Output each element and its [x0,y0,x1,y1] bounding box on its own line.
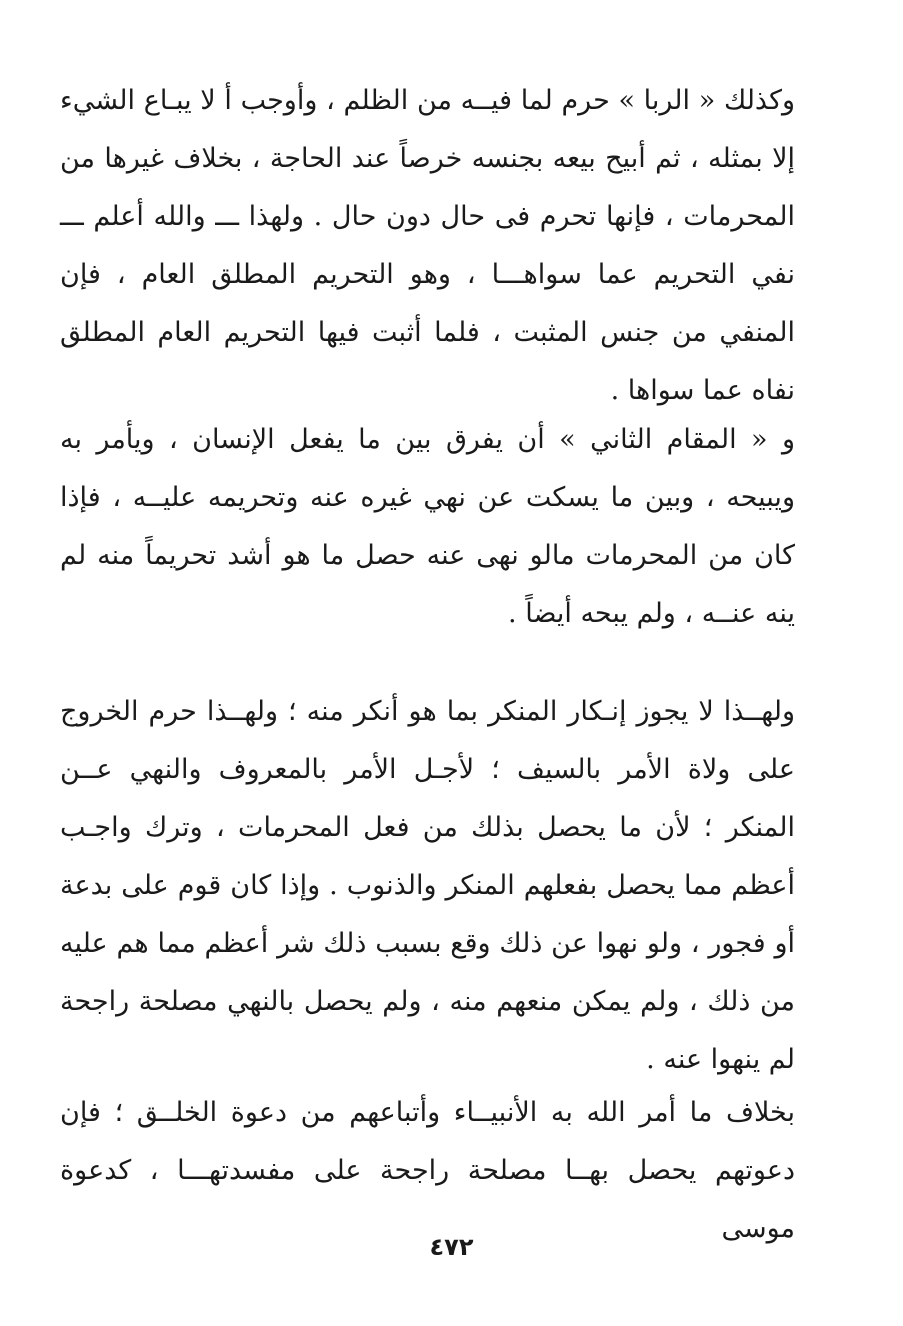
paragraph-prophets-call: بخلاف ما أمر الله به الأنبيــاء وأتباعهم من دعوة الخلــق ؛ فإن دعوتهم يحصل بهــا مصلحة راجحة على مفسدتهـــا ، كدعوة موسى [60,1097,795,1244]
page-number: ٤٧٢ [429,1233,474,1261]
paragraph-forbidding-evil: ولهــذا لا يجوز إنـكار المنكر بما هو أنكر منه ؛ ولهــذا حرم الخروج على ولاة الأمر بالسيف ؛ لأجـل الأمر بالمعروف والنهي عــن المنكر ؛ لأن ما يحصل بذلك من فعل المحرمات ، وترك واجـب أعظم مما يحصل بفعلهم المنكر والذنوب . وإذا كان قوم على بدعة أو فجور ، ولو نهوا عن ذلك وقع بسبب ذلك شر أعظم مما هم عليه من ذلك ، ولم يمكن منعهم منه ، ولم يحصل بالنهي مصلحة راجحة لم ينهوا عنه . [60,696,795,1075]
paragraph-second-station: و « المقام الثاني » أن يفرق بين ما يفعل الإنسان ، ويأمر به ويبيحه ، وبين ما يسكت عن نهي غيره عنه وتحريمه عليــه ، فإذا كان من المحرمات مالو نهى عنه حصل ما هو أشد تحريماً منه لم ينه عنــه ، ولم يبحه أيضاً . [60,424,795,629]
paragraph-riba: وكذلك « الربا » حرم لما فيــه من الظلم ، وأوجب أ لا يبـاع الشيء إلا بمثله ، ثم أبيح بيعه بجنسه خرصاً عند الحاجة ، بخلاف غيرها من المحرمات ، فإنها تحرم فى حال دون حال . ولهذا ـــ والله أعلم ـــ نفي التحريم عما سواهـــا ، وهو التحريم المطلق العام ، فإن المنفي من جنس المثبت ، فلما أثبت فيها التحريم العام المطلق نفاه عما سواها . [60,85,795,406]
